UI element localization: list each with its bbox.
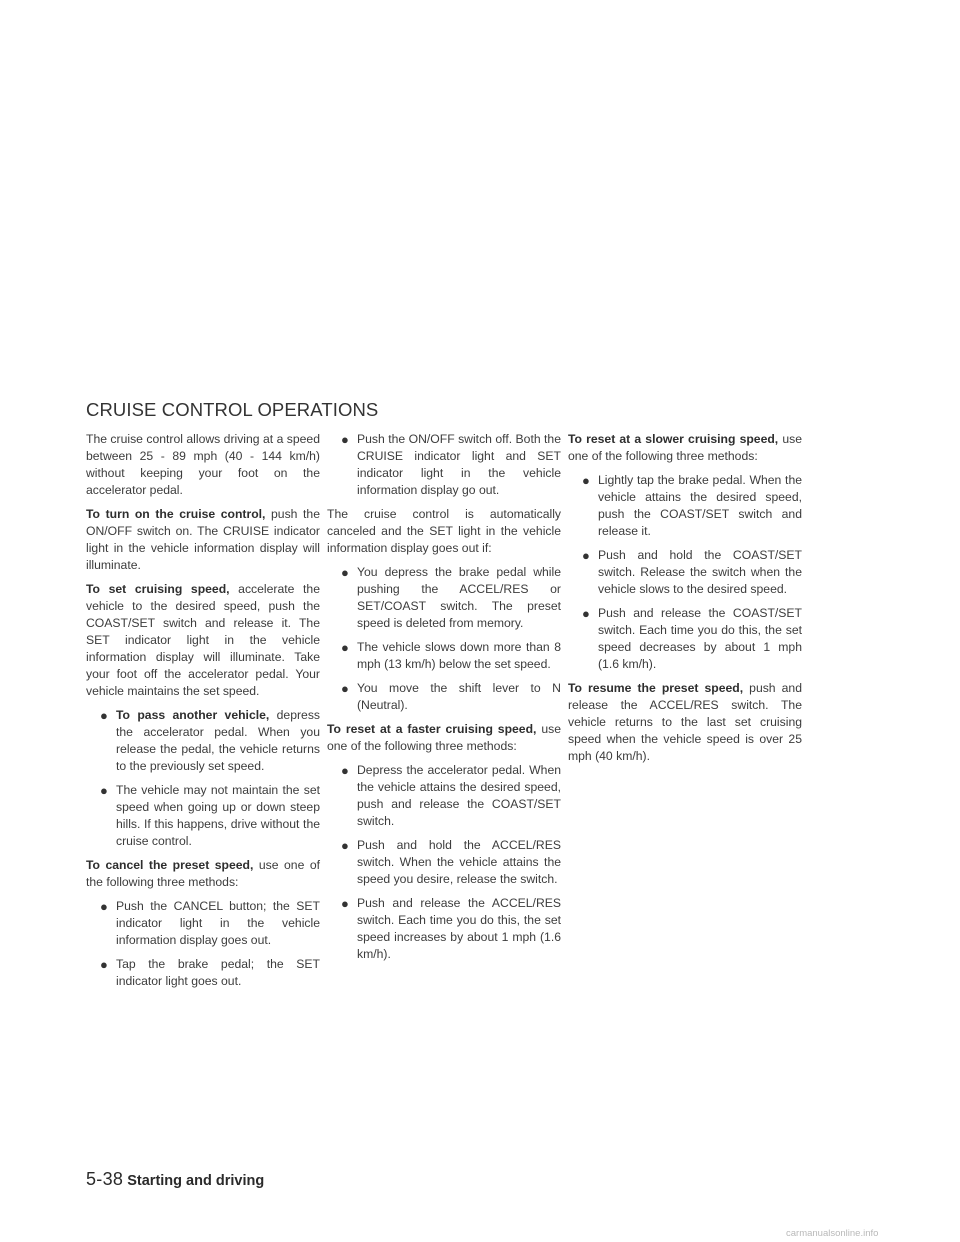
resume-text: push and release the ACCEL/RES switch. The vehicle returns to the last set cruising speed when the vehicle speed is over 25 mph (40 km/h).	[568, 681, 802, 763]
auto-cancel-item: You depress the brake pedal while pushing the ACCEL/RES or SET/COAST switch. The preset speed is deleted from memory.	[357, 565, 561, 630]
cancel-label: To cancel the preset speed,	[86, 858, 254, 872]
bullet-icon: ●	[100, 899, 108, 914]
list-item	[341, 639, 561, 673]
set-speed-label: To set cruising speed,	[86, 582, 230, 596]
column-3	[568, 431, 802, 772]
cancel-paragraph	[86, 857, 320, 891]
faster-speed-paragraph	[327, 721, 561, 755]
watermark-text: carmanualsonline.info	[786, 1228, 879, 1239]
bullet-icon: ●	[341, 432, 349, 447]
list-item	[341, 762, 561, 830]
slower-speed-item: Push and release the COAST/SET switch. Each time you do this, the set speed decreases by about 1 mph (1.6 km/h).	[598, 606, 802, 671]
list-item	[100, 707, 320, 775]
bullet-icon: ●	[582, 548, 590, 563]
list-item	[341, 895, 561, 963]
list-item	[100, 956, 320, 990]
cancel-button-method: Push the CANCEL button; the SET indicator light in the vehicle information display goes out.	[116, 899, 320, 947]
slower-speed-bullet-list	[568, 472, 802, 673]
set-speed-text: accelerate the vehicle to the desired speed, push the COAST/SET switch and release it. The SET indicator light in the vehicle information display will illuminate. Take your foot off the accelerator pedal. Your vehicle maintains the set speed.	[86, 582, 320, 698]
slower-speed-text: use one of the following three methods:	[568, 432, 802, 463]
faster-speed-bullet-list	[327, 762, 561, 963]
steep-hills-text: The vehicle may not maintain the set speed when going up or down steep hills. If this happens, drive without the cruise control.	[116, 783, 320, 848]
on-off-method: Push the ON/OFF switch off. Both the CRUISE indicator light and SET indicator light in the vehicle information display go out.	[357, 432, 561, 497]
list-item	[100, 782, 320, 850]
list-item	[341, 837, 561, 888]
bullet-icon: ●	[341, 896, 349, 911]
faster-speed-item: Depress the accelerator pedal. When the vehicle attains the desired speed, push and release the COAST/SET switch.	[357, 763, 561, 828]
pass-vehicle-label: To pass another vehicle,	[116, 708, 270, 722]
slower-speed-item: Lightly tap the brake pedal. When the vehicle attains the desired speed, push the COAST/SET switch and release it.	[598, 473, 802, 538]
auto-cancel-bullet-list	[327, 564, 561, 714]
faster-speed-item: Push and release the ACCEL/RES switch. Each time you do this, the set speed increases by about 1 mph (1.6 km/h).	[357, 896, 561, 961]
intro-paragraph: The cruise control allows driving at a speed between 25 - 89 mph (40 - 144 km/h) without keeping your foot on the accelerator pedal.	[86, 432, 320, 497]
list-item	[582, 547, 802, 598]
bullet-icon: ●	[582, 606, 590, 621]
resume-paragraph	[568, 680, 802, 765]
page-footer	[86, 1169, 264, 1190]
faster-speed-label: To reset at a faster cruising speed,	[327, 722, 537, 736]
list-item	[341, 564, 561, 632]
slower-speed-paragraph	[568, 431, 802, 465]
list-item	[341, 680, 561, 714]
bullet-icon: ●	[341, 640, 349, 655]
pass-vehicle-text: depress the accelerator pedal. When you release the pedal, the vehicle returns to the previously set speed.	[116, 708, 321, 773]
list-item	[582, 472, 802, 540]
cancel-bullet-list	[86, 898, 320, 990]
column-2	[327, 431, 561, 970]
turn-on-paragraph	[86, 506, 320, 574]
slower-speed-label: To reset at a slower cruising speed,	[568, 432, 779, 446]
bullet-icon: ●	[100, 957, 108, 972]
section-name: Starting and driving	[127, 1173, 265, 1189]
slower-speed-item: Push and hold the COAST/SET switch. Release the switch when the vehicle slows to the desired speed.	[598, 548, 802, 596]
bullet-icon: ●	[100, 708, 108, 723]
brake-tap-method: Tap the brake pedal; the SET indicator light goes out.	[116, 957, 320, 988]
resume-label: To resume the preset speed,	[568, 681, 744, 695]
bullet-icon: ●	[582, 473, 590, 488]
faster-speed-text: use one of the following three methods:	[327, 722, 561, 753]
list-item	[100, 898, 320, 949]
bullet-icon: ●	[341, 838, 349, 853]
cancel-bullet-list-continued	[327, 431, 561, 499]
faster-speed-item: Push and hold the ACCEL/RES switch. When the vehicle attains the speed you desire, release the switch.	[357, 838, 561, 886]
list-item	[341, 431, 561, 499]
bullet-icon: ●	[341, 763, 349, 778]
page-title: CRUISE CONTROL OPERATIONS	[86, 399, 379, 420]
turn-on-text: push the ON/OFF switch on. The CRUISE indicator light in the vehicle information display will illuminate.	[86, 507, 320, 572]
bullet-icon: ●	[341, 565, 349, 580]
cancel-text: use one of the following three methods:	[86, 858, 320, 889]
turn-on-label: To turn on the cruise control,	[86, 507, 266, 521]
column-1	[86, 431, 320, 997]
list-item	[582, 605, 802, 673]
auto-cancel-item: The vehicle slows down more than 8 mph (13 km/h) below the set speed.	[357, 640, 561, 671]
page-number: 5-38	[86, 1169, 124, 1189]
set-speed-bullet-list	[86, 707, 320, 850]
bullet-icon: ●	[341, 681, 349, 696]
set-speed-paragraph	[86, 581, 320, 700]
auto-cancel-item: You move the shift lever to N (Neutral).	[357, 681, 561, 712]
bullet-icon: ●	[100, 783, 108, 798]
auto-cancel-paragraph: The cruise control is automatically canceled and the SET light in the vehicle information display goes out if:	[327, 507, 561, 555]
